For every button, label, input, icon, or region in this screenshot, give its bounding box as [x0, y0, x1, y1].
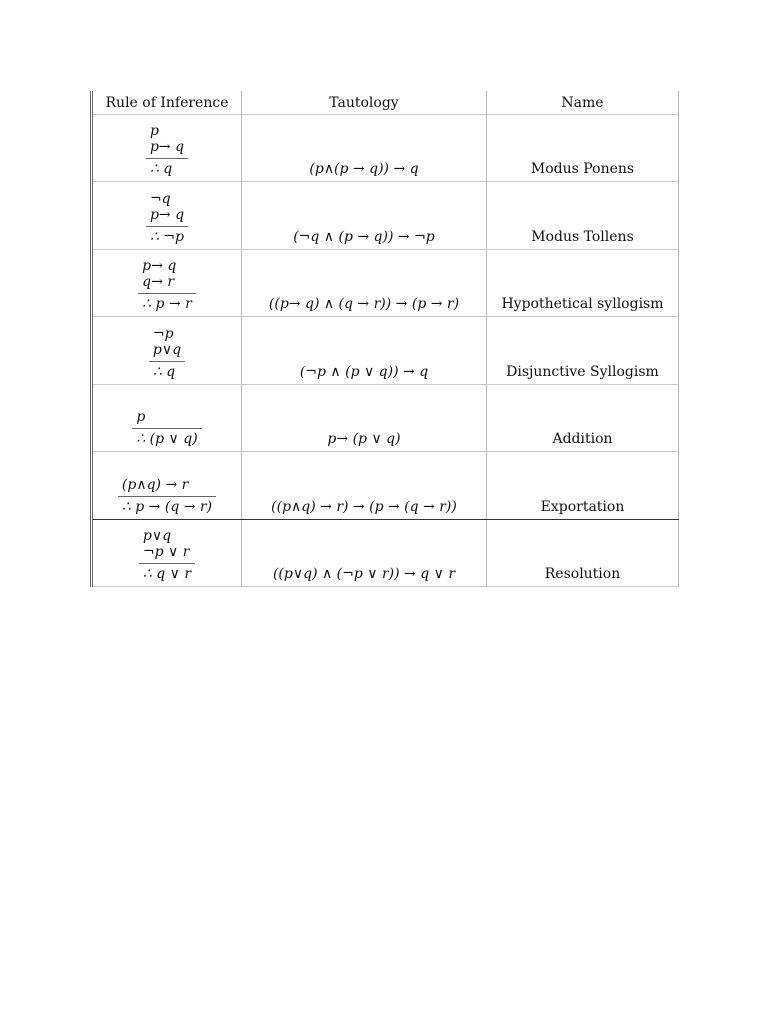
inference-rule: [139, 528, 195, 582]
rule-name: Exportation: [540, 498, 625, 515]
name-cell: [487, 115, 679, 182]
name-cell: [487, 384, 679, 451]
rule-name: Resolution: [544, 566, 621, 582]
rule-cell: [92, 452, 242, 519]
premise: p→ q: [149, 139, 185, 156]
rule-cell: [92, 317, 242, 384]
header-name: Name: [487, 91, 679, 115]
tautology: (¬p ∧ (p ∨ q)) → q: [299, 363, 429, 380]
inference-bar: [139, 563, 195, 564]
table-row: [92, 384, 679, 451]
table-row: [92, 115, 679, 182]
tautology: (¬q ∧ (p → q)) → ¬p: [293, 228, 435, 245]
inference-bar: [146, 158, 188, 159]
premise: ¬q: [149, 190, 171, 207]
premise: ¬p ∨ r: [142, 544, 190, 560]
table-row: [92, 519, 679, 586]
inference-rule: [146, 191, 188, 245]
inference-bar: [138, 293, 196, 294]
rules-of-inference-table: [90, 91, 679, 587]
inference-rule: [138, 258, 196, 312]
premise: p→ q: [142, 258, 177, 275]
tautology: (p∧(p → q)) → q: [309, 161, 419, 178]
table-row: [92, 182, 679, 249]
tautology-cell: [242, 182, 487, 249]
header-tautology: Tautology: [242, 91, 487, 115]
inference-rule: [118, 477, 216, 515]
name-cell: [487, 249, 679, 316]
name-cell: [487, 452, 679, 519]
rule-name: Disjunctive Syllogism: [506, 363, 659, 380]
conclusion: ∴ p → (q → r): [121, 498, 213, 515]
tautology-cell: [242, 384, 487, 451]
rule-name: Addition: [552, 431, 613, 448]
premise: ¬p: [152, 325, 174, 342]
rule-cell: [92, 384, 242, 451]
tautology-cell: [242, 115, 487, 182]
conclusion: ∴ (p ∨ q): [136, 431, 198, 448]
conclusion: ∴ p → r: [142, 296, 192, 313]
conclusion: ∴ q ∨ r: [142, 566, 192, 582]
tautology: p→ (p ∨ q): [327, 431, 401, 448]
tautology: ((p∨q) ∧ (¬p ∨ r)) → q ∨ r: [272, 566, 456, 582]
tautology-cell: [242, 452, 487, 519]
table-row: [92, 249, 679, 316]
tautology: ((p→ q) ∧ (q → r)) → (p → r): [268, 296, 460, 313]
premise: p∨q: [152, 341, 182, 358]
premise: q→ r: [142, 274, 175, 291]
conclusion: ∴ q: [152, 363, 176, 380]
inference-bar: [146, 226, 188, 227]
premise: p∨q: [142, 528, 172, 544]
tautology: ((p∧q) → r) → (p → (q → r)): [271, 498, 457, 515]
premise: p: [136, 409, 146, 426]
rule-cell: [92, 115, 242, 182]
premise: p→ q: [149, 206, 185, 223]
rule-name: Modus Tollens: [531, 228, 634, 245]
inference-bar: [149, 361, 185, 362]
conclusion: ∴ q: [149, 161, 173, 178]
rule-cell: [92, 249, 242, 316]
table-row: [92, 452, 679, 519]
header-rule: Rule of Inference: [92, 91, 242, 115]
inference-bar: [132, 428, 201, 429]
tautology-cell: [242, 249, 487, 316]
tautology-cell: [242, 317, 487, 384]
premise: p: [149, 123, 159, 140]
name-cell: [487, 317, 679, 384]
rule-name: Modus Ponens: [530, 161, 635, 178]
inference-rule: [149, 326, 185, 380]
tautology-cell: [242, 519, 487, 586]
rule-cell: [92, 182, 242, 249]
inference-bar: [118, 496, 216, 497]
rule-cell: [92, 519, 242, 586]
inference-rule: [146, 123, 188, 177]
inference-rule: [132, 409, 201, 447]
name-cell: [487, 519, 679, 586]
rule-name: Hypothetical syllogism: [501, 296, 664, 313]
name-cell: [487, 182, 679, 249]
premise: (p∧q) → r: [121, 476, 189, 493]
header-row: [92, 91, 679, 115]
conclusion: ∴ ¬p: [149, 228, 184, 245]
table-row: [92, 317, 679, 384]
